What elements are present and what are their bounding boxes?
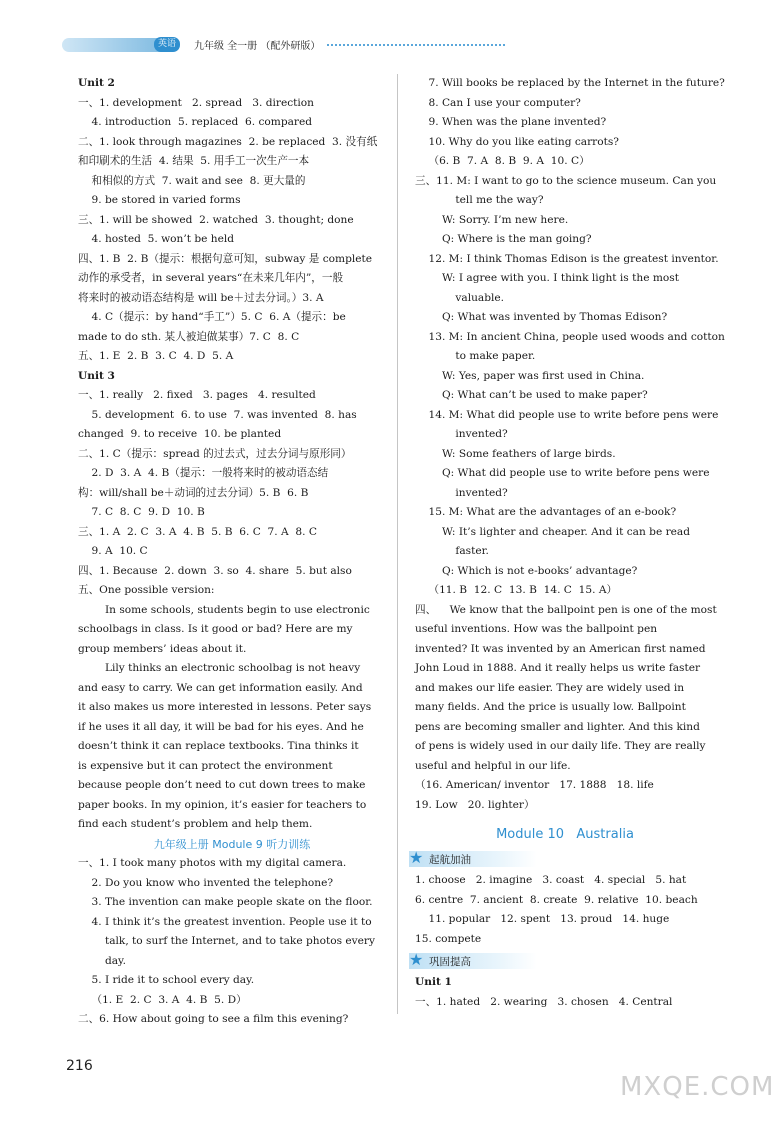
answer-line: 四、1. B 2. B（提示：根据句意可知，subway 是 complete [78, 252, 373, 265]
answer-line: 二、1. C（提示：spread 的过去式，过去分词与原形同） [78, 447, 352, 460]
answer-line: 4. introduction 5. replaced 6. compared [78, 116, 313, 128]
watermark: MXQE.COM [620, 1072, 774, 1102]
answer-line: W: It’s lighter and cheaper. And it can be read [415, 525, 691, 538]
answer-line: 五、One possible version: [78, 584, 215, 596]
answer-line: changed 9. to receive 10. be planted [78, 428, 282, 440]
answer-line: 4. C（提示：by hand“手工”）5. C 6. A（提示：be [78, 311, 346, 323]
answer-line: of pens is widely used in our daily life. They are really [415, 740, 706, 752]
answer-line: Q: What can’t be used to make paper? [415, 389, 648, 401]
unit-heading: Unit 1 [415, 976, 452, 988]
answer-line: 三、11. M: I want to go to the science museum. Can you [415, 174, 717, 187]
answer-line: 5. development 6. to use 7. was invented 8. has [78, 408, 357, 421]
answer-line: 11. popular 12. spent 13. proud 14. huge [415, 913, 670, 925]
answer-line: 7. C 8. C 9. D 10. B [78, 506, 205, 518]
section-heading [409, 950, 715, 971]
answer-line: invented? [415, 486, 508, 499]
answer-line: is expensive but it can protect the environment [78, 759, 333, 772]
section-caption: 九年级上册 Module 9 听力训练 [153, 837, 311, 851]
header-dotted-line [327, 44, 505, 46]
answer-line: 一、1. I took many photos with my digital camera. [78, 857, 347, 869]
answer-line: 2. Do you know who invented the telephone? [78, 876, 334, 889]
answer-line: 4. hosted 5. won’t be held [78, 233, 235, 245]
answer-line: 13. M: In ancient China, people used woods and cotton [415, 330, 725, 343]
answer-line: and easy to carry. We can get information easily. And [78, 681, 363, 694]
left-column [78, 74, 386, 1030]
module-title: Module 10 Australia [496, 827, 634, 842]
answer-line: 四、1. Because 2. down 3. so 4. share 5. but also [78, 564, 352, 577]
answer-line: （11. B 12. C 13. B 14. C 15. A） [415, 584, 618, 596]
answer-line: John Loud in 1888. And it really helps us write faster [415, 662, 701, 674]
answer-line: 4. I think it’s the greatest invention. People use it to [78, 915, 372, 928]
answer-line: 二、6. How about going to see a film this evening? [78, 1013, 349, 1025]
answer-line: made to do sth. 某人被迫做某事）7. C 8. C [78, 330, 300, 343]
answer-line: 7. Will books be replaced by the Internet in the future? [415, 77, 725, 89]
answer-line: 1. choose 2. imagine 3. coast 4. special 5. hat [415, 874, 687, 886]
answer-line: 9. A 10. C [78, 545, 148, 557]
answer-line: paper books. In my opinion, it’s easier for teachers to [78, 798, 367, 811]
answer-line: 3. The invention can make people skate on the floor. [78, 896, 373, 908]
answer-line: day. [78, 954, 126, 967]
answer-line: W: I agree with you. I think light is the most [415, 272, 679, 284]
answer-line: 9. be stored in varied forms [78, 194, 241, 206]
answer-line: find each student’s problem and help them. [78, 818, 313, 830]
answer-line: Q: Which is not e-books’ advantage? [415, 564, 638, 577]
column-divider [397, 74, 398, 1014]
answer-line: to make paper. [415, 350, 536, 362]
answer-line: 一、1. development 2. spread 3. direction [78, 96, 314, 109]
subject-badge: 英语 [154, 37, 180, 52]
answer-line: invented? [415, 428, 508, 440]
answer-line: faster. [415, 545, 489, 557]
unit-heading: Unit 3 [78, 369, 115, 382]
answer-line: 10. Why do you like eating carrots? [415, 135, 619, 148]
answer-line: Lily thinks an electronic schoolbag is not heavy [78, 662, 361, 674]
right-column [409, 74, 725, 1012]
answer-line: 二、1. look through magazines 2. be replaced 3. 没有纸 [78, 135, 378, 148]
answer-line: 6. centre 7. ancient 8. create 9. relative 10. beach [415, 893, 698, 906]
answer-line: and makes our life easier. They are widely used in [415, 681, 685, 694]
page-number: 216 [66, 1058, 93, 1074]
unit-heading: Unit 2 [78, 77, 115, 89]
answer-line: 和相似的方式 7. wait and see 8. 更大量的 [78, 174, 306, 187]
answer-line: 19. Low 20. lighter） [415, 798, 535, 811]
answer-line: talk, to surf the Internet, and to take photos every [78, 935, 375, 947]
section-heading-label: 起航加油 [429, 854, 471, 866]
answer-line: W: Sorry. I’m new here. [415, 213, 569, 226]
answer-line: useful inventions. How was the ballpoint pen [415, 623, 658, 635]
answer-line: Q: What was invented by Thomas Edison? [415, 311, 668, 323]
star-icon: ★ [409, 848, 424, 867]
star-icon: ★ [409, 950, 424, 969]
answer-line: doesn’t think it can replace textbooks. Tina thinks it [78, 740, 359, 752]
answer-line: 一、1. hated 2. wearing 3. chosen 4. Central [415, 995, 673, 1008]
section-heading [409, 848, 715, 869]
answer-line: 8. Can I use your computer? [415, 96, 581, 109]
answer-line: （16. American/ inventor 17. 1888 18. life [415, 779, 654, 791]
answer-line: if he uses it all day, it will be bad for his eyes. And he [78, 720, 364, 733]
answer-line: Q: Where is the man going? [415, 233, 592, 245]
answer-line: group members’ ideas about it. [78, 642, 247, 655]
answer-line: 三、1. will be showed 2. watched 3. thought; done [78, 213, 354, 226]
answer-line: useful and helpful in our life. [415, 759, 571, 772]
answer-line: many fields. And the price is usually low. Ballpoint [415, 701, 686, 713]
answer-line: tell me the way? [415, 194, 544, 206]
answer-line: 2. D 3. A 4. B（提示：一般将来时的被动语态结 [78, 467, 329, 479]
answer-line: W: Some feathers of large birds. [415, 447, 616, 460]
answer-line: 构：will/shall be＋动词的过去分词）5. B 6. B [78, 486, 309, 499]
answer-line: because people don’t need to cut down trees to make [78, 779, 366, 791]
answer-line: schoolbags in class. Is it good or bad? Here are my [78, 623, 353, 635]
answer-line: 和印刷术的生活 4. 结果 5. 用手工一次生产一本 [78, 155, 310, 167]
answer-line: 15. M: What are the advantages of an e-book? [415, 506, 677, 518]
answer-line: 5. I ride it to school every day. [78, 974, 255, 986]
answer-line: 三、1. A 2. C 3. A 4. B 5. B 6. C 7. A 8. C [78, 525, 317, 538]
answer-line: 四、 We know that the ballpoint pen is one of the most [415, 603, 717, 616]
answer-line: 14. M: What did people use to write before pens were [415, 408, 719, 421]
book-title: 九年级 全一册 （配外研版） [194, 41, 321, 52]
answer-line: 9. When was the plane invented? [415, 116, 607, 128]
answer-line: 一、1. really 2. fixed 3. pages 4. resulted [78, 389, 316, 401]
answer-line: 15. compete [415, 932, 482, 945]
answer-line: it also makes us more interested in lessons. Peter says [78, 701, 372, 713]
answer-line: In some schools, students begin to use electronic [78, 603, 370, 616]
answer-line: Q: What did people use to write before pens were [415, 467, 710, 479]
answer-line: valuable. [415, 291, 505, 304]
answer-line: 将来时的被动语态结构是 will be＋过去分词。）3. A [78, 291, 324, 304]
page-header [62, 34, 512, 58]
answer-line: 动作的承受者，in several years“在未来几年内”，一般 [78, 272, 344, 284]
answer-line: pens are becoming smaller and lighter. And this kind [415, 720, 700, 733]
answer-line: （6. B 7. A 8. B 9. A 10. C） [415, 155, 590, 167]
answer-line: invented? It was invented by an American first named [415, 642, 706, 655]
answer-line: 12. M: I think Thomas Edison is the greatest inventor. [415, 252, 719, 265]
answer-line: W: Yes, paper was first used in China. [415, 369, 645, 382]
answer-line: 五、1. E 2. B 3. C 4. D 5. A [78, 350, 234, 362]
section-heading-label: 巩固提高 [429, 956, 471, 968]
answer-line: （1. E 2. C 3. A 4. B 5. D） [78, 993, 247, 1006]
